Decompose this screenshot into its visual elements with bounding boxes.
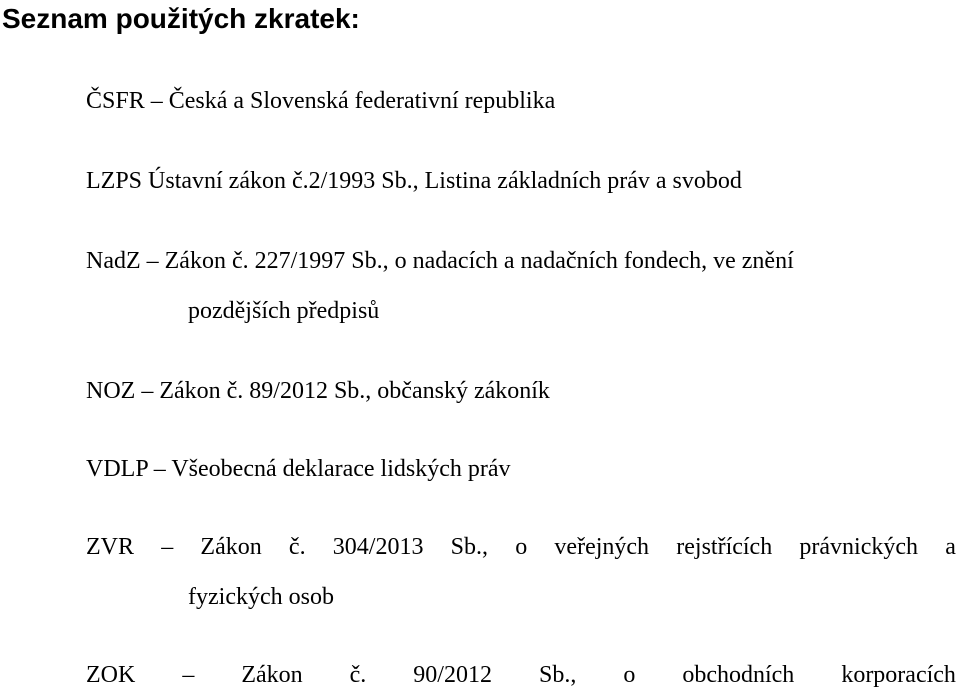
entry-word: veřejných (554, 534, 650, 560)
entry-word: – (182, 662, 195, 688)
entry-word: č. (288, 534, 306, 560)
entry-word: Sb., (450, 534, 489, 560)
abbreviation-entry-noz: NOZ – Zákon č. 89/2012 Sb., občanský zákoník (86, 378, 550, 404)
abbreviation-entry-zok (86, 660, 956, 690)
entry-word: rejstřících (676, 534, 773, 560)
entry-word: ZOK (86, 662, 136, 688)
entry-word: 304/2013 (332, 534, 424, 560)
abbreviation-entry-zvr-continuation: fyzických osob (188, 584, 334, 610)
abbreviation-entry-zvr (86, 532, 956, 562)
page-heading: Seznam použitých zkratek: (2, 3, 360, 34)
abbreviation-entry-vdlp: VDLP – Všeobecná deklarace lidských práv (86, 456, 511, 482)
entry-word: korporacích (841, 662, 956, 688)
entry-word: č. (349, 662, 367, 688)
abbreviation-entry-lzps: LZPS Ústavní zákon č.2/1993 Sb., Listina základních práv a svobod (86, 168, 742, 194)
entry-word: ZVR (86, 534, 134, 560)
abbreviation-entry-nadz-continuation: pozdějších předpisů (188, 298, 380, 324)
abbreviation-entry-nadz: NadZ – Zákon č. 227/1997 Sb., o nadacích a nadačních fondech, ve znění (86, 248, 794, 274)
entry-word: 90/2012 (413, 662, 492, 688)
entry-word: Zákon (200, 534, 262, 560)
entry-word: – (161, 534, 174, 560)
entry-word: o (623, 662, 636, 688)
abbreviation-entry-csfr: ČSFR – Česká a Slovenská federativní republika (86, 88, 556, 114)
entry-word: Zákon (241, 662, 303, 688)
entry-word: právnických (799, 534, 919, 560)
entry-word: obchodních (682, 662, 795, 688)
entry-word: Sb., (538, 662, 577, 688)
entry-word: a (945, 534, 956, 560)
entry-word: o (515, 534, 528, 560)
